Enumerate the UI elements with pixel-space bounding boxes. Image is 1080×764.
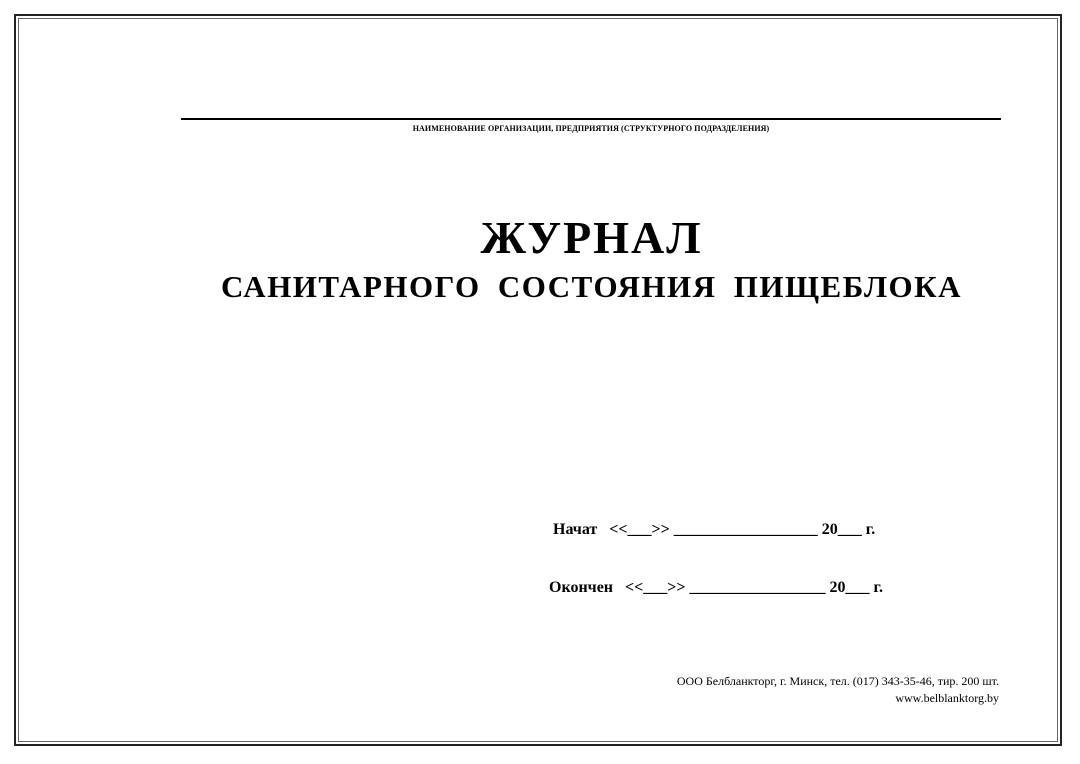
organization-name-line	[181, 118, 1001, 120]
publisher-info	[677, 673, 999, 707]
started-date-line: Начат <<___>> __________________ 20___ г.	[553, 521, 876, 538]
organization-caption: НАИМЕНОВАНИЕ ОРГАНИЗАЦИИ, ПРЕДПРИЯТИЯ (СТРУКТУРНОГО ПОДРАЗДЕЛЕНИЯ)	[412, 124, 770, 133]
publisher-line: ООО Белбланкторг, г. Минск, тел. (017) 343-35-46, тир. 200 шт.	[676, 674, 999, 688]
journal-title: ЖУРНАЛ	[480, 212, 703, 263]
journal-subtitle: САНИТАРНОГО СОСТОЯНИЯ ПИЩЕБЛОКА	[220, 269, 963, 304]
finished-date-line: Окончен <<___>> _________________ 20___ г.	[549, 579, 883, 596]
publisher-url: www.belblanktorg.by	[895, 691, 999, 705]
